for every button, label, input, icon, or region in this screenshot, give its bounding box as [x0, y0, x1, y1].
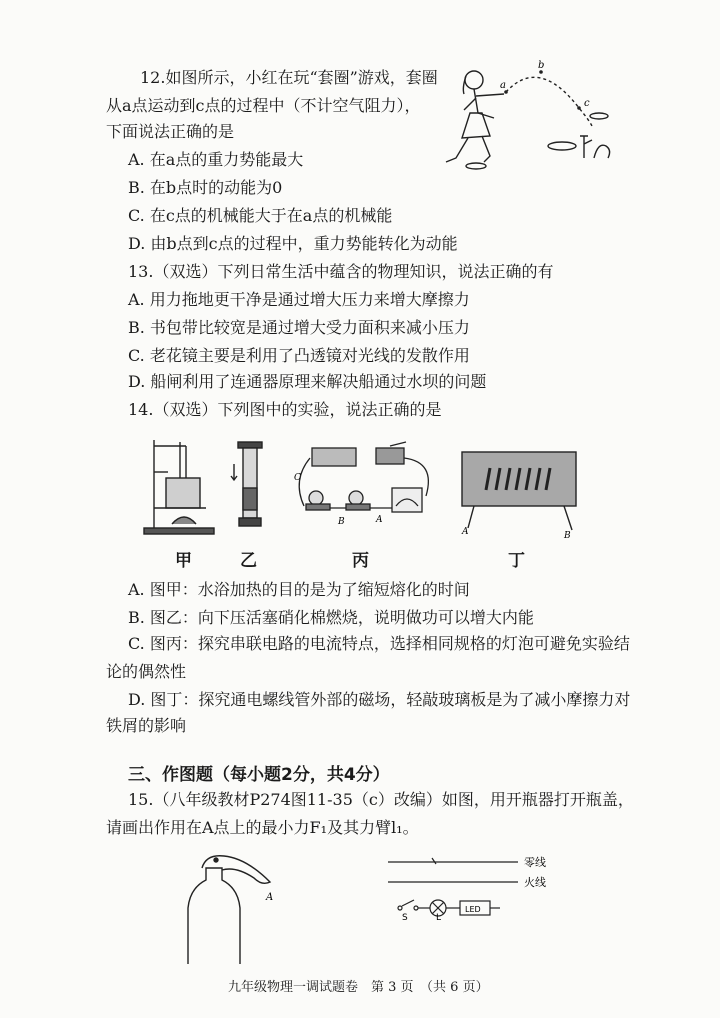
svg-text:A: A: [376, 515, 383, 525]
label-b: b: [538, 60, 545, 71]
q12-stem-1: 12.如图所示，小红在玩“套圈”游戏，套圈: [140, 68, 438, 87]
bottle-opener-figure: [180, 848, 290, 964]
svg-text:B: B: [564, 531, 571, 538]
q14-option-b: B. 图乙：向下压活塞硝化棉燃烧，说明做功可以增大内能: [128, 608, 534, 627]
girl-leg-back: [446, 138, 468, 162]
target-giraffe: [580, 136, 592, 158]
q12-option-c: C. 在c点的机械能大于在a点的机械能: [128, 206, 393, 225]
ring: [590, 113, 608, 119]
q13-option-c: C. 老花镜主要是利用了凸透镜对光线的发散作用: [128, 346, 470, 365]
girl-skirt: [462, 113, 490, 138]
ring-toss-figure: [434, 58, 624, 178]
caption-bing: 丙: [352, 551, 369, 571]
q14-option-c-cont: 论的偶然性: [106, 662, 187, 681]
label-a: a: [500, 80, 506, 91]
label-led: LED: [465, 905, 481, 914]
q15-stem-2: 请画出作用在A点上的最小力F₁及其力臂l₁。: [106, 818, 419, 837]
section-title: 三、作图题（每小题2分，共4分）: [128, 765, 390, 785]
girl-arm: [476, 94, 504, 96]
q14-option-d: D. 图丁：探究通电螺线管外部的磁场，轻敲玻璃板是为了减小摩擦力对: [128, 690, 631, 709]
figure-jia: [140, 432, 220, 538]
household-circuit-figure: [388, 854, 578, 920]
girl-leg-front: [482, 136, 490, 162]
page-footer: 九年级物理一调试题卷 第 3 页 （共 6 页）: [228, 980, 489, 995]
girl-head: [465, 71, 483, 89]
caption-yi: 乙: [240, 551, 257, 571]
q14-option-d-cont: 铁屑的影响: [106, 716, 187, 735]
figure-bing: [290, 440, 440, 532]
q12-stem-3: 下面说法正确的是: [106, 122, 235, 141]
label-lamp: L: [436, 913, 442, 920]
q13-stem: 13.（双选）下列日常生活中蕴含的物理知识，说法正确的有: [128, 262, 554, 281]
trajectory: [506, 77, 592, 126]
q14-option-a: A. 图甲：水浴加热的目的是为了缩短熔化的时间: [128, 580, 470, 599]
q12-stem-2: 从a点运动到c点的过程中（不计空气阻力），: [106, 96, 421, 115]
q15-stem-1: 15.（八年级教材P274图11-35（c）改编）如图，用开瓶器打开瓶盖，: [128, 790, 634, 809]
caption-ding: 丁: [508, 551, 525, 571]
q12-option-d: D. 由b点到c点的过程中，重力势能转化为动能: [128, 234, 458, 253]
q14-option-c: C. 图丙：探究串联电路的电流特点，选择相同规格的灯泡可避免实验结: [128, 634, 630, 653]
svg-text:C: C: [294, 473, 301, 483]
q14-stem: 14.（双选）下列图中的实验，说法正确的是: [128, 400, 442, 419]
label-c: c: [584, 98, 590, 109]
girl-shoe: [466, 163, 486, 169]
caption-jia: 甲: [175, 551, 192, 571]
figure-ding: [460, 448, 580, 538]
girl-hair: [463, 76, 466, 94]
svg-text:A: A: [462, 527, 469, 537]
q13-option-d: D. 船闸利用了连通器原理来解决船通过水坝的问题: [128, 372, 487, 391]
target-ring: [548, 142, 576, 150]
q12-option-b: B. 在b点时的动能为0: [128, 178, 283, 197]
figure-yi: [230, 440, 270, 530]
label-switch: S: [402, 913, 408, 920]
bottle-label-a: A: [266, 892, 274, 903]
q13-option-a: A. 用力拖地更干净是通过增大压力来增大摩擦力: [128, 290, 470, 309]
label-neutral-wire: 零线: [524, 856, 546, 869]
target-animal: [594, 145, 610, 158]
girl-arm-back: [464, 98, 476, 110]
q13-option-b: B. 书包带比较宽是通过增大受力面积来减小压力: [128, 318, 470, 337]
svg-text:B: B: [338, 517, 345, 527]
label-live-wire: 火线: [524, 876, 546, 889]
q12-option-a: A. 在a点的重力势能最大: [128, 150, 304, 169]
